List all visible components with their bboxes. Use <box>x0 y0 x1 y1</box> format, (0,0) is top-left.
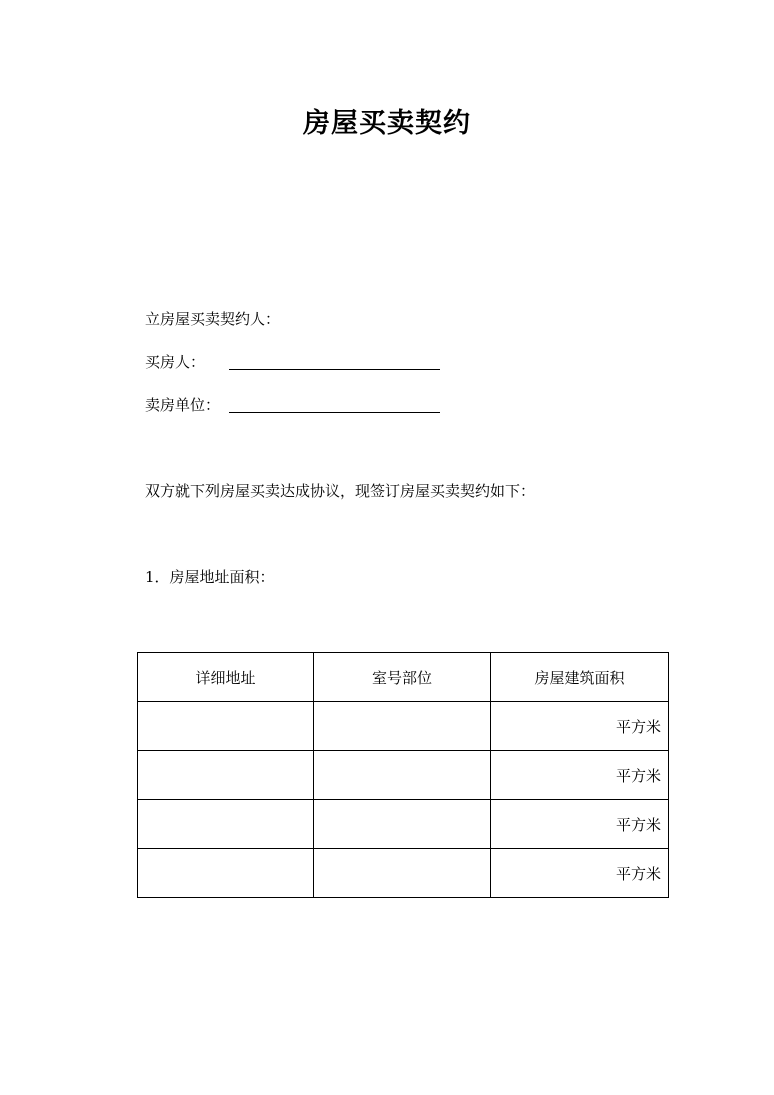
header-room: 室号部位 <box>314 653 491 702</box>
seller-fill-line[interactable] <box>229 412 440 413</box>
parties-heading: 立房屋买卖契约人： <box>145 310 281 328</box>
address-cell[interactable] <box>138 800 314 849</box>
buyer-label: 买房人： <box>145 353 206 371</box>
area-cell[interactable]: 平方米 <box>491 751 669 800</box>
table-header-row <box>138 653 669 702</box>
table-row <box>138 702 669 751</box>
room-cell[interactable] <box>314 702 491 751</box>
room-cell[interactable] <box>314 800 491 849</box>
agreement-text: 双方就下列房屋买卖达成协议，现签订房屋买卖契约如下： <box>145 482 536 500</box>
room-cell[interactable] <box>314 751 491 800</box>
header-area: 房屋建筑面积 <box>491 653 669 702</box>
seller-label: 卖房单位： <box>145 396 221 414</box>
address-cell[interactable] <box>138 702 314 751</box>
document-title: 房屋买卖契约 <box>303 108 471 139</box>
area-cell[interactable]: 平方米 <box>491 702 669 751</box>
table-row <box>138 800 669 849</box>
address-cell[interactable] <box>138 849 314 898</box>
room-cell[interactable] <box>314 849 491 898</box>
section-1-heading: 1．房屋地址面积： <box>145 568 275 586</box>
address-cell[interactable] <box>138 751 314 800</box>
property-table <box>137 652 669 898</box>
area-cell[interactable]: 平方米 <box>491 800 669 849</box>
table-row <box>138 849 669 898</box>
header-address: 详细地址 <box>138 653 314 702</box>
table-row <box>138 751 669 800</box>
buyer-fill-line[interactable] <box>229 369 440 370</box>
area-cell[interactable]: 平方米 <box>491 849 669 898</box>
